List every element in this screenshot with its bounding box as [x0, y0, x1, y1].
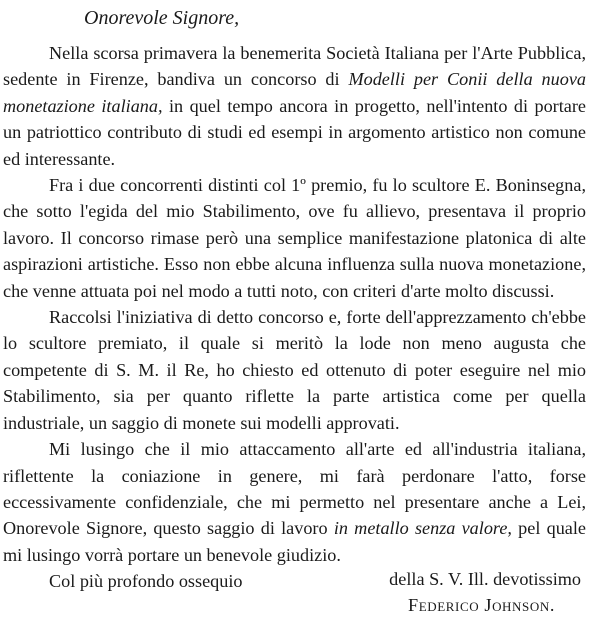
paragraph-text: Nella scorsa primavera la benemerita Società Italiana per l'Arte Pubblica, sedente in Firenze, bandiva un concorso di [3, 43, 586, 90]
paragraph [3, 436, 586, 568]
paragraph-text: Fra i due concorrenti distinti col 1º premio, fu lo scultore E. Boninsegna, che sotto l'egida del mio Stabilimento, ove fu allievo, presentava il proprio lavoro. Il concorso rimase però una semplice manifestazione platonica di alte aspirazioni artistiche. Esso non ebbe alcuna influenza sulla nuova monetazione, che venne attuata poi nel modo a tutti noto, con criteri d'arte molto discussi. [3, 175, 586, 301]
signature-block [389, 566, 581, 618]
paragraph-text: in quel tempo ancora in progetto, nell'intento di portare un patriottico contributo di studi ed esempi in argomento artistico non comune ed interessante. [3, 95, 586, 169]
salutation: Onorevole Signore, [84, 7, 240, 29]
paragraph [3, 304, 586, 436]
letter-body [3, 40, 586, 595]
paragraph-text: pel quale mi lusingo vorrà portare un benevole giudizio. [3, 518, 586, 565]
signature-name: Federico Johnson. [408, 595, 555, 615]
signature-line: della S. V. Ill. devotissimo [389, 569, 581, 589]
italic-phrase: Modelli per Conii della nuova monetazione italiana, [3, 69, 586, 116]
paragraph [3, 40, 586, 172]
closing-line: Col più profondo ossequio [49, 571, 243, 592]
paragraph [3, 172, 586, 304]
paragraph-text: Raccolsi l'iniziativa di detto concorso e, forte dell'apprezzamento ch'ebbe lo scultore premiato, il quale si meritò la lode non meno augusta che competente di S. M. il Re, ho chiesto ed ottenuto di poter eseguire nel mio Stabilimento, sia per quanto riflette la parte artistica come per quella industriale, un saggio di monete sui modelli approvati. [3, 307, 586, 433]
italic-phrase: in metallo senza valore, [333, 518, 512, 539]
paragraph-text: Mi lusingo che il mio attaccamento all'arte ed all'industria italiana, riflettente la coniazione in genere, mi farà perdonare l'atto, forse eccessivamente confidenziale, che mi permetto nel presentare anche a Lei, Onorevole Signore, questo saggio di lavoro [3, 439, 586, 539]
